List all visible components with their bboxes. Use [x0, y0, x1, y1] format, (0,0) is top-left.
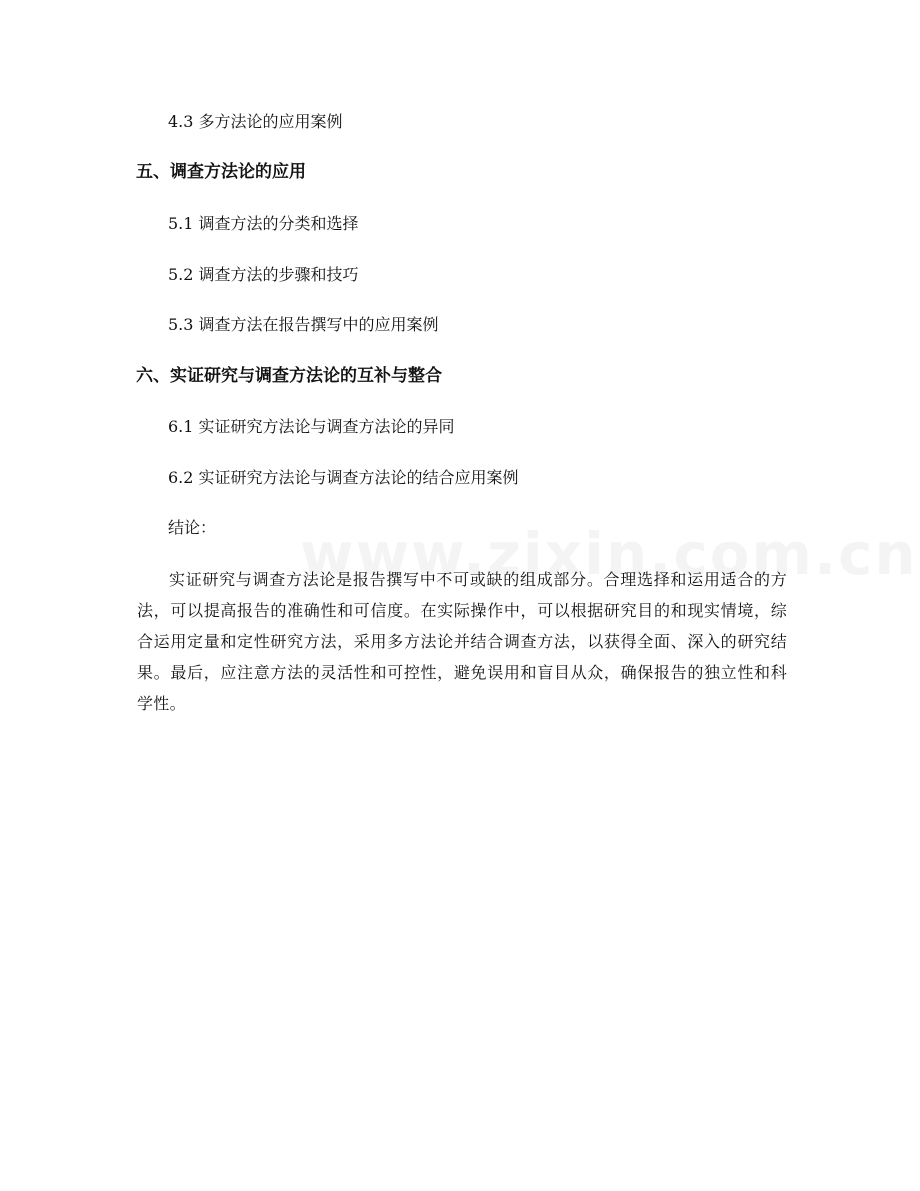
toc-item-5-3: 5.3 调查方法在报告撰写中的应用案例 — [168, 315, 439, 334]
conclusion-label: 结论： — [168, 518, 217, 537]
toc-item-6-2: 6.2 实证研究方法论与调查方法论的结合应用案例 — [168, 468, 519, 487]
toc-item-6-1: 6.1 实证研究方法论与调查方法论的异同 — [168, 417, 455, 436]
section-heading-6: 六、实证研究与调查方法论的互补与整合 — [136, 366, 442, 386]
toc-item-5-2: 5.2 调查方法的步骤和技巧 — [168, 265, 359, 284]
toc-item-4-3: 4.3 多方法论的应用案例 — [168, 112, 343, 131]
section-heading-5: 五、调查方法论的应用 — [136, 162, 306, 182]
toc-item-5-1: 5.1 调查方法的分类和选择 — [168, 214, 359, 233]
conclusion-paragraph: 实证研究与调查方法论是报告撰写中不可或缺的组成部分。合理选择和运用适合的方法，可以提高报告的准确性和可信度。在实际操作中，可以根据研究目的和现实情境，综合运用定量和定性研究方法，采用多方法论并结合调查方法，以获得全面、深入的研究结果。最后，应注意方法的灵活性和可控性，避免误用和盲目从众，确保报告的独立性和科学性。 — [137, 570, 787, 713]
